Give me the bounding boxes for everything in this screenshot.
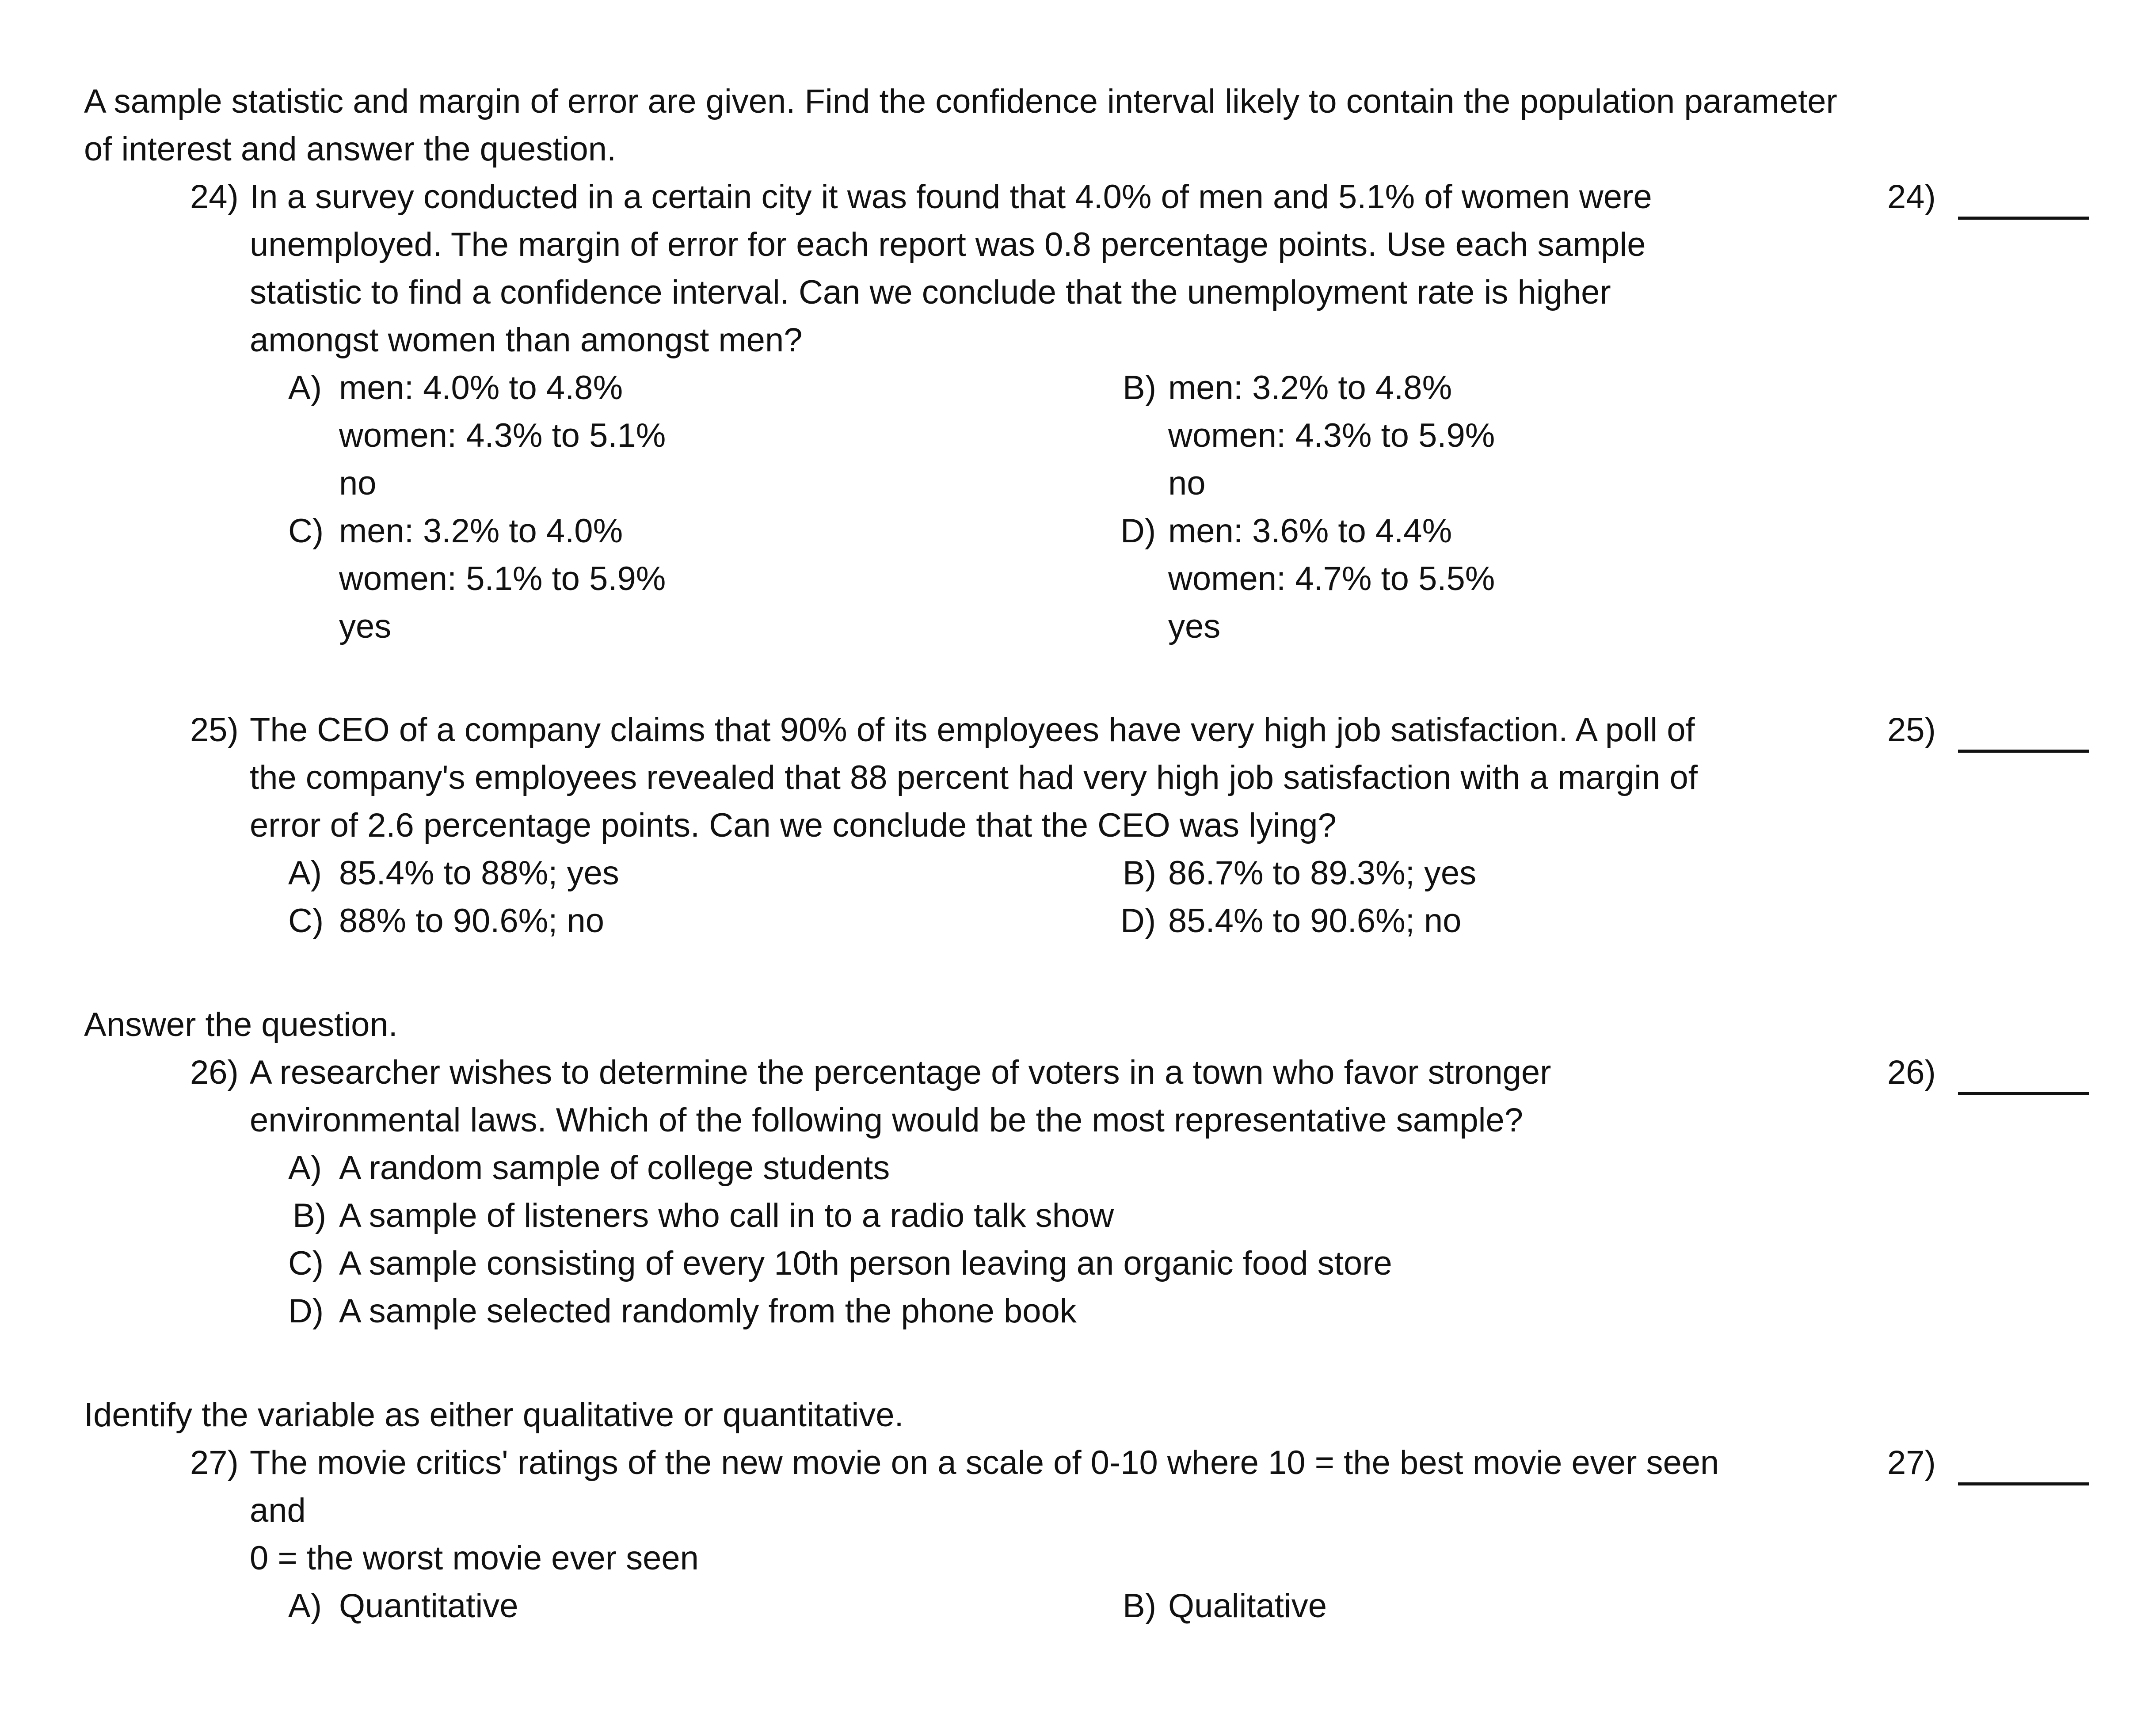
q26-option-c-letter[interactable]: C) — [288, 1245, 324, 1282]
section-1-instructions-line-2: of interest and answer the question. — [84, 130, 617, 168]
q26-option-d-text: A sample selected randomly from the phone book — [339, 1292, 1077, 1330]
q27-option-a-letter[interactable]: A) — [288, 1587, 322, 1625]
question-25-number: 25) — [190, 711, 239, 749]
question-27-number: 27) — [190, 1444, 239, 1481]
question-25-text-line-3: error of 2.6 percentage points. Can we conclude that the CEO was lying? — [250, 807, 1337, 844]
q24-option-a-line-1: men: 4.0% to 4.8% — [339, 369, 623, 407]
question-25-text-line-1: The CEO of a company claims that 90% of its employees have very high job satisfaction. A poll of — [250, 711, 1695, 749]
q25-option-b-letter[interactable]: B) — [1123, 854, 1156, 892]
q24-option-b-line-2: women: 4.3% to 5.9% — [1168, 417, 1495, 454]
answer-26-label: 26) — [1887, 1054, 1936, 1091]
question-27-text-line-2: and — [250, 1492, 306, 1529]
q24-option-d-line-1: men: 3.6% to 4.4% — [1168, 512, 1452, 550]
q27-option-a-text: Quantitative — [339, 1587, 518, 1625]
answer-24-label: 24) — [1887, 178, 1936, 216]
q26-option-c-text: A sample consisting of every 10th person leaving an organic food store — [339, 1245, 1392, 1282]
q24-option-d-line-3: yes — [1168, 608, 1221, 645]
q24-option-a-line-3: no — [339, 465, 377, 502]
q24-option-b-letter[interactable]: B) — [1123, 369, 1156, 407]
q24-option-c-line-1: men: 3.2% to 4.0% — [339, 512, 623, 550]
q24-option-b-line-3: no — [1168, 465, 1206, 502]
answer-25-blank[interactable] — [1958, 750, 2089, 753]
section-3-instructions: Identify the variable as either qualitative or quantitative. — [84, 1396, 904, 1434]
q25-option-a-letter[interactable]: A) — [288, 854, 322, 892]
q24-option-c-line-2: women: 5.1% to 5.9% — [339, 560, 666, 598]
q26-option-b-letter[interactable]: B) — [293, 1197, 326, 1234]
q25-option-d-letter[interactable]: D) — [1120, 902, 1156, 940]
question-24-text-line-1: In a survey conducted in a certain city it was found that 4.0% of men and 5.1% of women were — [250, 178, 1652, 216]
q25-option-c-text: 88% to 90.6%; no — [339, 902, 604, 940]
q24-option-a-line-2: women: 4.3% to 5.1% — [339, 417, 666, 454]
section-1-instructions-line-1: A sample statistic and margin of error are given. Find the confidence interval likely to contain the population parameter — [84, 83, 1837, 120]
q26-option-a-letter[interactable]: A) — [288, 1149, 322, 1187]
q25-option-d-text: 85.4% to 90.6%; no — [1168, 902, 1462, 940]
q24-option-b-line-1: men: 3.2% to 4.8% — [1168, 369, 1452, 407]
q26-option-d-letter[interactable]: D) — [288, 1292, 324, 1330]
question-27-text-line-1: The movie critics' ratings of the new movie on a scale of 0-10 where 10 = the best movie ever seen — [250, 1444, 1719, 1481]
q27-option-b-letter[interactable]: B) — [1123, 1587, 1156, 1625]
q27-option-b-text: Qualitative — [1168, 1587, 1327, 1625]
q25-option-a-text: 85.4% to 88%; yes — [339, 854, 619, 892]
question-24-text-line-2: unemployed. The margin of error for each report was 0.8 percentage points. Use each sample — [250, 226, 1646, 263]
answer-27-blank[interactable] — [1958, 1482, 2089, 1485]
question-27-text-line-3: 0 = the worst movie ever seen — [250, 1539, 699, 1577]
question-26-text-line-1: A researcher wishes to determine the percentage of voters in a town who favor stronger — [250, 1054, 1551, 1091]
q24-option-d-line-2: women: 4.7% to 5.5% — [1168, 560, 1495, 598]
question-25-text-line-2: the company's employees revealed that 88 percent had very high job satisfaction with a margin of — [250, 759, 1698, 796]
section-2-instructions: Answer the question. — [84, 1006, 398, 1044]
answer-26-blank[interactable] — [1958, 1092, 2089, 1095]
q24-option-d-letter[interactable]: D) — [1120, 512, 1156, 550]
q24-option-a-letter[interactable]: A) — [288, 369, 322, 407]
answer-25-label: 25) — [1887, 711, 1936, 749]
q26-option-b-text: A sample of listeners who call in to a radio talk show — [339, 1197, 1114, 1234]
q24-option-c-letter[interactable]: C) — [288, 512, 324, 550]
q24-option-c-line-3: yes — [339, 608, 392, 645]
q25-option-b-text: 86.7% to 89.3%; yes — [1168, 854, 1477, 892]
question-26-number: 26) — [190, 1054, 239, 1091]
question-24-text-line-4: amongst women than amongst men? — [250, 321, 803, 359]
question-24-text-line-3: statistic to find a confidence interval. Can we conclude that the unemployment rate is higher — [250, 274, 1611, 311]
question-26-text-line-2: environmental laws. Which of the following would be the most representative sample? — [250, 1101, 1524, 1139]
q26-option-a-text: A random sample of college students — [339, 1149, 890, 1187]
q25-option-c-letter[interactable]: C) — [288, 902, 324, 940]
answer-24-blank[interactable] — [1958, 217, 2089, 220]
question-24-number: 24) — [190, 178, 239, 216]
answer-27-label: 27) — [1887, 1444, 1936, 1481]
